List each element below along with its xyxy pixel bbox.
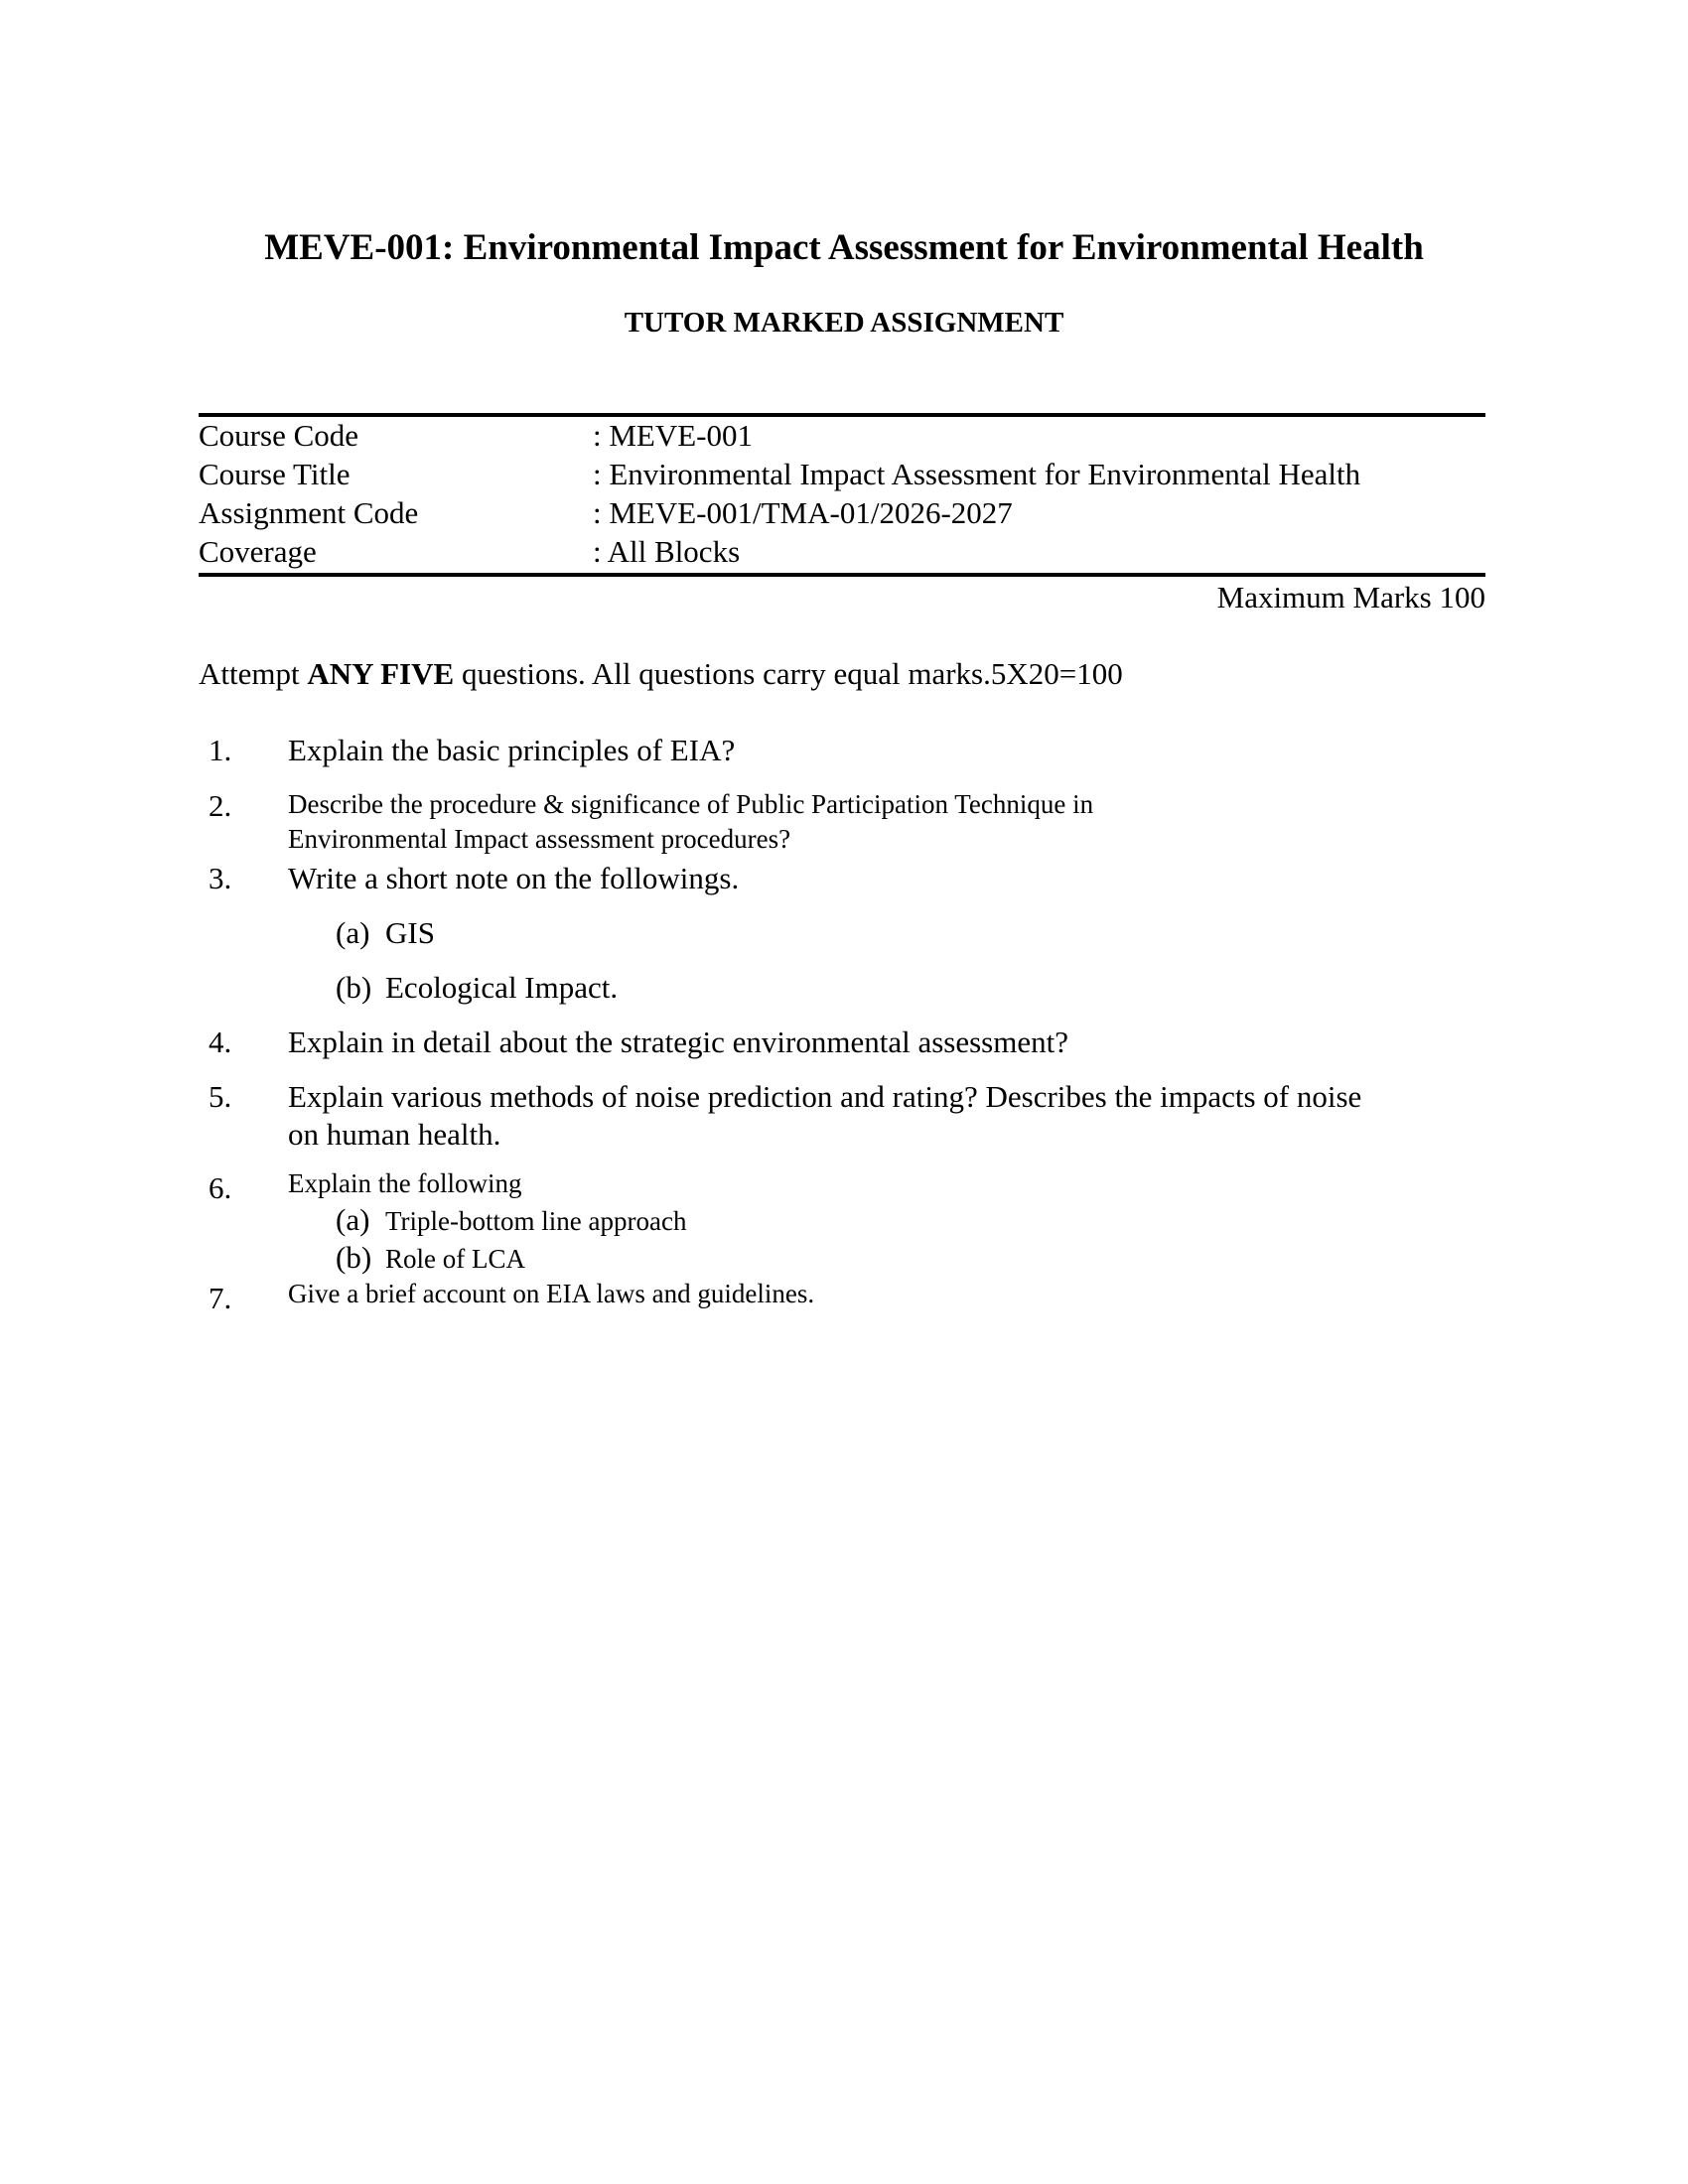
question-number: 4. bbox=[209, 1024, 232, 1059]
course-title-label: Course Title bbox=[199, 457, 351, 491]
question-subpart bbox=[336, 1239, 525, 1278]
coverage-label: Coverage bbox=[199, 534, 317, 569]
course-code-value: : MEVE-001 bbox=[593, 418, 754, 453]
subpart-text: Triple-bottom line approach bbox=[385, 1206, 687, 1236]
page-title: MEVE-001: Environmental Impact Assessment for Environmental Health bbox=[264, 227, 1424, 268]
info-row-coverage bbox=[199, 533, 1485, 571]
course-title-value: : Environmental Impact Assessment for Environmental Health bbox=[593, 457, 1361, 491]
course-code-label: Course Code bbox=[199, 418, 359, 453]
info-row-course-title bbox=[199, 456, 1485, 493]
assignment-code-value: : MEVE-001/TMA-01/2026-2027 bbox=[593, 495, 1013, 530]
question-text: Give a brief account on EIA laws and guidelines. bbox=[288, 1279, 815, 1308]
question-number: 6. bbox=[209, 1170, 232, 1205]
info-row-assignment-code bbox=[199, 494, 1485, 532]
question-subpart bbox=[336, 969, 618, 1007]
question-text: Write a short note on the followings. bbox=[288, 861, 740, 895]
question-number: 2. bbox=[209, 788, 232, 823]
coverage-value: : All Blocks bbox=[593, 534, 741, 569]
page-subtitle: TUTOR MARKED ASSIGNMENT bbox=[624, 307, 1064, 339]
question-number: 3. bbox=[209, 861, 232, 895]
maximum-marks: Maximum Marks 100 bbox=[1216, 580, 1485, 614]
info-row-course-code bbox=[199, 417, 1485, 455]
subpart-label: (a) bbox=[336, 915, 370, 950]
subpart-label: (a) bbox=[336, 1202, 370, 1237]
bottom-divider bbox=[199, 573, 1485, 577]
question-number: 7. bbox=[209, 1281, 232, 1315]
question-number: 5. bbox=[209, 1079, 232, 1114]
question-text: Explain the following bbox=[288, 1168, 522, 1198]
instructions-prefix: Attempt bbox=[199, 656, 308, 691]
question-number: 1. bbox=[209, 733, 232, 767]
assignment-code-label: Assignment Code bbox=[199, 495, 419, 530]
subpart-text: GIS bbox=[385, 915, 435, 950]
question-text: Describe the procedure & significance of Public Participation Technique in Environmental Impact assessment procedures? bbox=[288, 789, 1094, 854]
question-text: Explain various methods of noise prediction and rating? Describes the impacts of noise on human health. bbox=[288, 1079, 1362, 1152]
instructions bbox=[199, 655, 1123, 693]
subpart-text: Role of LCA bbox=[385, 1244, 525, 1274]
question-subpart bbox=[336, 914, 435, 952]
subpart-text: Ecological Impact. bbox=[385, 970, 619, 1005]
question-subpart bbox=[336, 1201, 686, 1240]
subpart-label: (b) bbox=[336, 970, 372, 1005]
subpart-label: (b) bbox=[336, 1240, 372, 1275]
instructions-suffix: questions. All questions carry equal marks.5X20=100 bbox=[454, 656, 1123, 691]
instructions-emphasis: ANY FIVE bbox=[307, 656, 455, 691]
question-text: Explain the basic principles of EIA? bbox=[288, 733, 736, 767]
question-text: Explain in detail about the strategic environmental assessment? bbox=[288, 1024, 1068, 1059]
